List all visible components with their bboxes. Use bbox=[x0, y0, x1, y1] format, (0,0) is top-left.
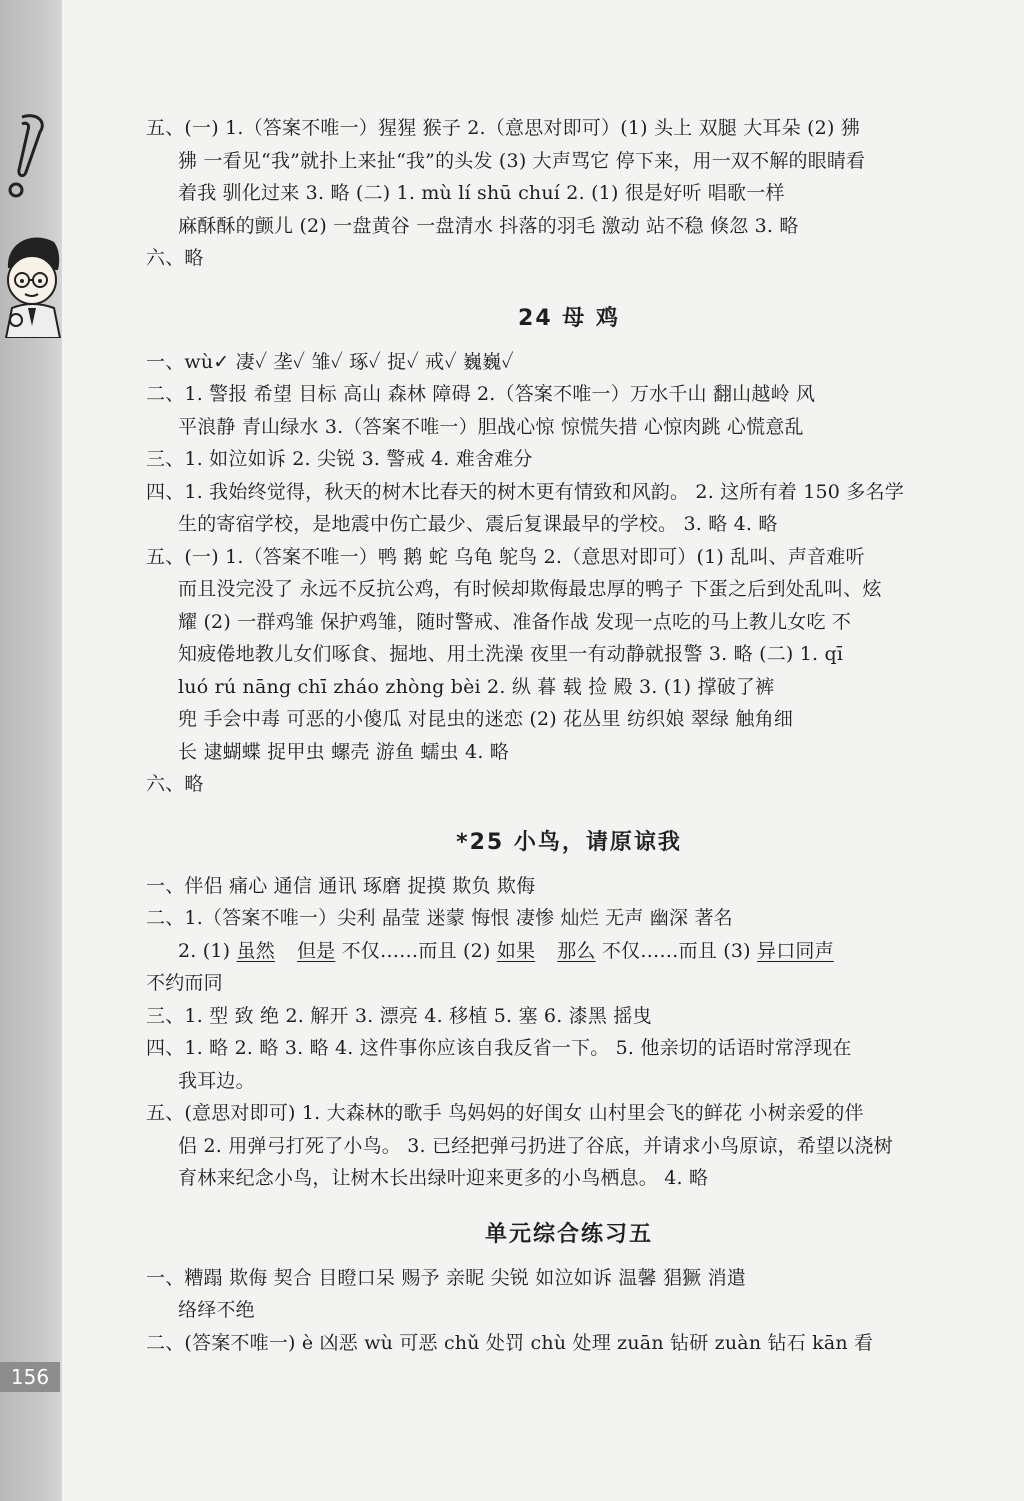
page-sidebar bbox=[0, 0, 62, 1501]
unit-5-answers bbox=[146, 1262, 992, 1360]
answer-line: 而且没完没了 永远不反抗公鸡，有时候却欺侮最忠厚的鸭子 下蛋之后到处乱叫、炫 bbox=[178, 578, 882, 600]
answer-line: 狒 一看见“我”就扑上来扯“我”的头发 (3) 大声骂它 停下来，用一双不解的眼睛看 bbox=[178, 149, 866, 172]
answer-content bbox=[146, 112, 992, 1359]
section-24-answers bbox=[146, 346, 992, 801]
answer-line: 兜 手会中毒 可恶的小傻瓜 对昆虫的迷恋 (2) 花丛里 纺织娘 翠绿 触角细 bbox=[178, 708, 794, 730]
answer-line: 耀 (2) 一群鸡雏 保护鸡雏，随时警戒、准备作战 发现一点吃的马上教儿女吃 不 bbox=[178, 610, 852, 633]
section-23-answers bbox=[146, 112, 992, 275]
answer-line: 平浪静 青山绿水 3.（答案不唯一）胆战心惊 惊慌失措 心惊肉跳 心慌意乱 bbox=[178, 415, 804, 438]
answer-line: 五、(意思对即可) 1. 大森林的歌手 鸟妈妈的好闺女 山村里会飞的鲜花 小树亲爱的伴 bbox=[146, 1102, 864, 1124]
answer-line: 生的寄宿学校，是地震中伤亡最少、震后复课最早的学校。 3. 略 4. 略 bbox=[178, 513, 778, 535]
underlined-word: 但是 bbox=[296, 939, 336, 962]
answer-line: 着我 驯化过来 3. 略 (二) 1. mù lí shū chuí 2. (1) 很是好听 唱歌一样 bbox=[178, 182, 785, 204]
answer-line: 二、1. 警报 希望 目标 高山 森林 障碍 2.（答案不唯一）万水千山 翻山越岭 风 bbox=[146, 383, 816, 405]
underlined-word: 那么 bbox=[557, 939, 596, 962]
answer-line: 我耳边。 bbox=[178, 1069, 255, 1092]
answer-line: luó rú nāng chī zháo zhòng bèi 2. 纵 暮 载 捡 殿 3. (1) 撑破了裤 bbox=[178, 675, 775, 698]
page-number: 156 bbox=[0, 1362, 60, 1392]
underlined-word: 虽然 bbox=[236, 939, 275, 962]
answer-line: 三、1. 型 致 绝 2. 解开 3. 漂亮 4. 移植 5. 塞 6. 漆黑 摇曳 bbox=[146, 1004, 652, 1027]
underlined-word: 如果 bbox=[496, 939, 536, 962]
answer-line: 五、(一) 1.（答案不唯一）鸭 鹅 蛇 乌龟 鸵鸟 2.（意思对即可）(1) 乱叫、声音难听 bbox=[146, 545, 865, 568]
text-segment: 不仅……而且 (3) bbox=[595, 939, 758, 962]
answer-line: 一、伴侣 痛心 通信 通讯 琢磨 捉摸 欺负 欺侮 bbox=[146, 874, 536, 897]
answer-line: 二、(答案不唯一) è 凶恶 wù 可恶 chǔ 处罚 chù 处理 zuān 钻研 zuàn 钻石 kān 看 bbox=[146, 1331, 874, 1354]
underlined-word: 异口同声 bbox=[757, 939, 834, 962]
answer-line: 六、略 bbox=[146, 247, 204, 269]
answer-line: 四、1. 我始终觉得，秋天的树木比春天的树木更有情致和风韵。 2. 这所有着 150 多名学 bbox=[146, 480, 904, 503]
answer-line: 知疲倦地教儿女们啄食、掘地、用土洗澡 夜里一有动静就报警 3. 略 (二) 1. qī bbox=[178, 643, 844, 665]
unit-5-title: 单元综合练习五 bbox=[484, 1221, 653, 1247]
section-25-answers bbox=[146, 870, 992, 1195]
answer-line: 侣 2. 用弹弓打死了小鸟。 3. 已经把弹弓扔进了谷底，并请求小鸟原谅，希望以浇树 bbox=[178, 1134, 893, 1157]
answer-line: 一、wù✓ 凄✓ 垄✓ 雏✓ 琢✓ 捉✓ 戒✓ 巍巍✓ bbox=[146, 350, 514, 373]
text-segment: 不仅……而且 (2) bbox=[335, 939, 497, 962]
answer-line: 二、1.（答案不唯一）尖利 晶莹 迷蒙 悔恨 凄惨 灿烂 无声 幽深 著名 bbox=[146, 907, 733, 929]
answer-line: 络绎不绝 bbox=[178, 1299, 255, 1321]
answer-line: 四、1. 略 2. 略 3. 略 4. 这件事你应该自我反省一下。 5. 他亲切的话语时常浮现在 bbox=[146, 1037, 852, 1059]
answer-line: 三、1. 如泣如诉 2. 尖锐 3. 警戒 4. 难舍难分 bbox=[146, 448, 533, 470]
lesson-24-title: 24 母 鸡 bbox=[518, 305, 620, 331]
exclamation-doodle-icon bbox=[2, 112, 62, 202]
answer-line: 麻酥酥的颤儿 (2) 一盘黄谷 一盘清水 抖落的羽毛 激动 站不稳 倏忽 3. 略 bbox=[178, 214, 799, 237]
answer-line: 长 逮蝴蝶 捉甲虫 螺壳 游鱼 蠕虫 4. 略 bbox=[178, 740, 510, 763]
answer-line-underlined bbox=[146, 935, 992, 968]
answer-line: 不约而同 bbox=[146, 972, 223, 994]
boy-mascot-icon bbox=[2, 228, 62, 338]
answer-line: 育林来纪念小鸟，让树木长出绿叶迎来更多的小鸟栖息。 4. 略 bbox=[178, 1167, 709, 1189]
lesson-25-title: *25 小鸟，请原谅我 bbox=[456, 829, 682, 855]
answer-line: 六、略 bbox=[146, 773, 204, 795]
answer-line: 五、(一) 1.（答案不唯一）猩猩 猴子 2.（意思对即可）(1) 头上 双腿 大耳朵 (2) 狒 bbox=[146, 117, 861, 139]
text-segment: 2. (1) bbox=[178, 939, 237, 962]
answer-line: 一、糟蹋 欺侮 契合 目瞪口呆 赐予 亲昵 尖锐 如泣如诉 温馨 猖獗 消遣 bbox=[146, 1266, 746, 1289]
